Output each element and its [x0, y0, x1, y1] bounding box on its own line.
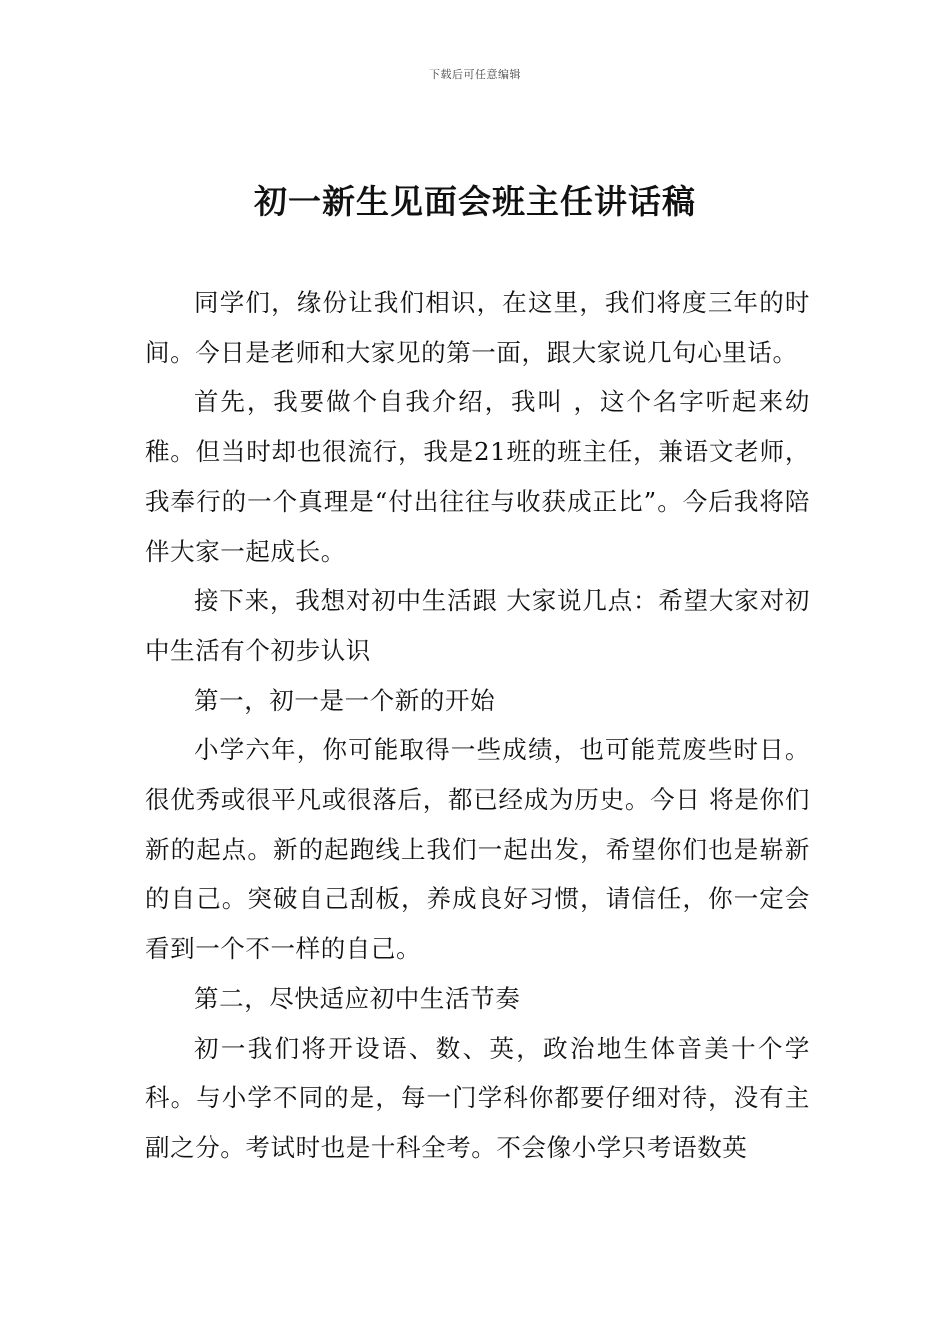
header-note: 下载后可任意编辑: [429, 68, 521, 81]
paragraph-subjects: 初一我们将开设语、数、英，政治地生体音美十个学科。与小学不同的是，每一门学科你都要仔细对待，没有主副之分。考试时也是十科全考。不会像小学只考语数英: [145, 1033, 810, 1162]
document-body: [145, 278, 810, 1173]
paragraph-self-introduction: 首先，我要做个自我介绍，我叫 ，这个名字听起来幼稚。但当时却也很流行，我是21班的班主任，兼语文老师，我奉行的一个真理是“付出往往与收获成正比”。今后我将陪伴大家一起成长。: [145, 387, 810, 566]
paragraph-new-start: 小学六年，你可能取得一些成绩，也可能荒废些时日。很优秀或很平凡或很落后，都已经成为历史。今日 将是你们新的起点。新的起跑线上我们一起出发，希望你们也是崭新的自己。突破自己刮板，养成良好习惯，请信任，你一定会看到一个不一样的自己。: [145, 735, 810, 964]
paragraph-transition: 接下来，我想对初中生活跟 大家说几点：希望大家对初中生活有个初步认识: [145, 586, 810, 665]
section-heading-second: 第二，尽快适应初中生活节奏: [194, 983, 521, 1013]
document-title: 初一新生见面会班主任讲话稿: [254, 182, 696, 221]
paragraph-greeting: 同学们，缘份让我们相识，在这里，我们将度三年的时间。今日是老师和大家见的第一面，跟大家说几句心里话。: [145, 288, 810, 367]
section-heading-first: 第一，初一是一个新的开始: [194, 685, 496, 715]
